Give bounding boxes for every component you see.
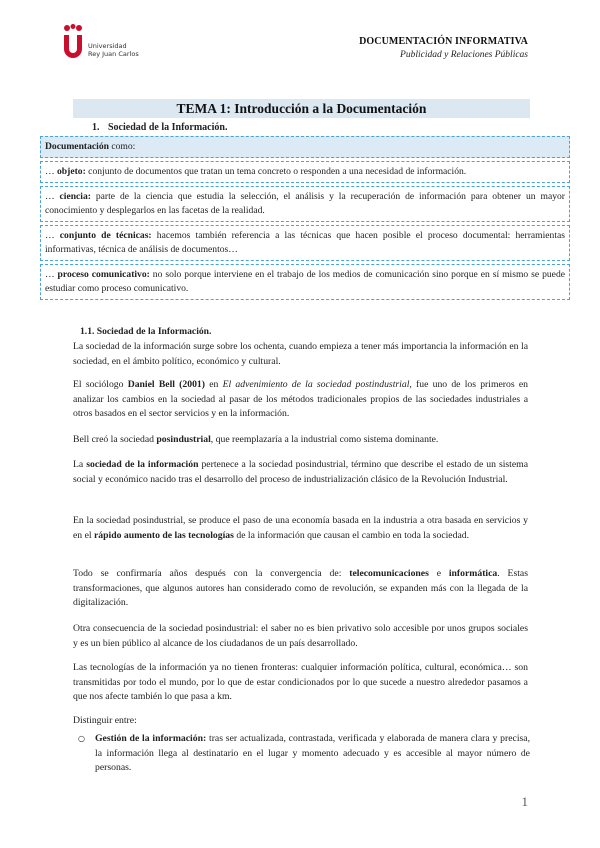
urjc-logo-icon [62, 24, 84, 62]
text-bold: posindustrial [156, 434, 211, 445]
text-bold: Daniel Bell (2001) [127, 379, 206, 390]
list-item [78, 732, 530, 776]
text-bold: informática [448, 568, 498, 579]
definition-text: no solo porque interviene en el trabajo de los medios de comunicación sino porque en sí mismo se puede estudiar como proceso comunicativo. [45, 269, 565, 294]
definition-term: proceso comunicativo: [57, 269, 150, 280]
paragraph-4 [73, 458, 528, 487]
text-run: en [205, 379, 223, 390]
logo-text [88, 42, 139, 58]
text-run: El sociólogo [73, 379, 128, 390]
definition-term: objeto: [57, 166, 86, 177]
definition-lead: … [45, 166, 57, 177]
text-run: pertenece a la sociedad posindustrial, término que describe el estado de un sistema social y económico nacido tras el desarrollo del proceso de industrialización clásico de la Revolución Industrial. [73, 459, 529, 485]
text-run: , que reemplazaría a la industrial como sistema dominante. [210, 434, 439, 445]
text-bold: telecomunicaciones [349, 568, 429, 579]
text-run: e [428, 568, 449, 579]
paragraph-6 [73, 567, 528, 611]
book-title: El advenimiento de la sociedad postindustrial [222, 379, 410, 390]
definition-text: como: [108, 141, 136, 152]
section-heading [92, 122, 227, 133]
definition-box-intro [40, 136, 570, 158]
document-header-title: DOCUMENTACIÓN INFORMATIVA [359, 36, 528, 47]
text-run: La [73, 459, 87, 470]
section-label: Sociedad de la Información. [108, 122, 228, 133]
paragraph-7: Otra consecuencia de la sociedad posindustrial: el saber no es bien privativo solo accesible por unos grupos sociales y es un bien público al alcance de los ciudadanos de un país desarrollado. [73, 623, 528, 649]
definition-box-proceso [40, 264, 570, 300]
text-bold: rápido aumento de las tecnologías [93, 529, 234, 541]
paragraph-9: Distinguir entre: [73, 715, 137, 726]
subsection-heading: 1.1. Sociedad de la Información. [80, 326, 212, 337]
definition-box-ciencia [40, 186, 570, 222]
definition-box-objeto [40, 161, 570, 183]
logo-line-2: Rey Juan Carlos [88, 50, 139, 58]
definition-lead: … [45, 191, 60, 202]
university-logo [62, 24, 152, 68]
definition-text: parte de la ciencia que estudia la selección, el análisis y la recuperación de información para obtener un mayor conocimiento y desplegarlos en las facetas de la realidad. [45, 191, 565, 216]
definition-boxes [40, 136, 570, 303]
definition-text: conjunto de documentos que tratan un tema concreto o responden a una necesidad de información. [85, 166, 467, 177]
definition-lead: … [45, 269, 58, 280]
definition-box-tecnicas [40, 225, 570, 261]
text-run: tras ser actualizada, contrastada, verificada y elaborada de manera clara y precisa, la información llega al destinatario en el lugar y momento adecuado y es accesible al mayor número de personas. [95, 733, 530, 774]
list-item-text [95, 732, 530, 776]
bullet-marker: ○ [78, 734, 85, 743]
definition-term: ciencia: [59, 191, 91, 202]
text-run: En la sociedad posindustrial, se produce el paso de una economía basada en la industria a otra basada en servicios y en el [73, 515, 528, 541]
page-number: 1 [521, 794, 528, 809]
paragraph-8: Las tecnologías de la información ya no tienen fronteras: cualquier información política, cultural, económica… son transmitidas por todo el mundo, por lo que de estar condicionados por lo que sucede a nuestro alrededor pasamos a que nos afecte también lo que pasa a km. [73, 662, 528, 703]
text-run: Bell creó la sociedad [73, 434, 157, 445]
document-header-subtitle: Publicidad y Relaciones Públicas [400, 50, 528, 60]
page-title: TEMA 1: Introducción a la Documentación [73, 99, 530, 118]
paragraph-5 [73, 514, 528, 543]
paragraph-1: La sociedad de la información surge sobre los ochenta, cuando empieza a tener más importancia la información en la sociedad, en el ámbito político, económico y cultural. [73, 341, 528, 367]
text-bold: sociedad de la información [86, 459, 199, 470]
text-run: de la información que causan el cambio en toda la sociedad. [233, 529, 470, 541]
paragraph-2 [73, 378, 528, 422]
text-run: , fue uno de los primeros en analizar los cambios en la sociedad al pasar de los métodos tradicionales propios de las sociedades industriales a otros basados en el sector servicios y en la información. [73, 379, 528, 420]
definition-term: conjunto de técnicas: [59, 230, 152, 241]
definition-text: hacemos también referencia a las técnicas que hacen posible el proceso documental: herramientas informativas, técnica de análisis de documentos… [45, 230, 566, 255]
definition-term: Documentación [45, 141, 109, 152]
text-bold: Gestión de la información: [95, 733, 207, 744]
paragraph-3 [73, 433, 528, 448]
text-run: Todo se confirmaría años después con la convergencia de: [73, 568, 350, 579]
text-run: . Estas transformaciones, que algunos autores han considerado como de revolución, se expanden más con la llegada de la digitalización. [73, 568, 528, 609]
section-number: 1. [92, 122, 100, 133]
definition-lead: … [45, 230, 60, 241]
logo-line-1: Universidad [88, 42, 127, 50]
